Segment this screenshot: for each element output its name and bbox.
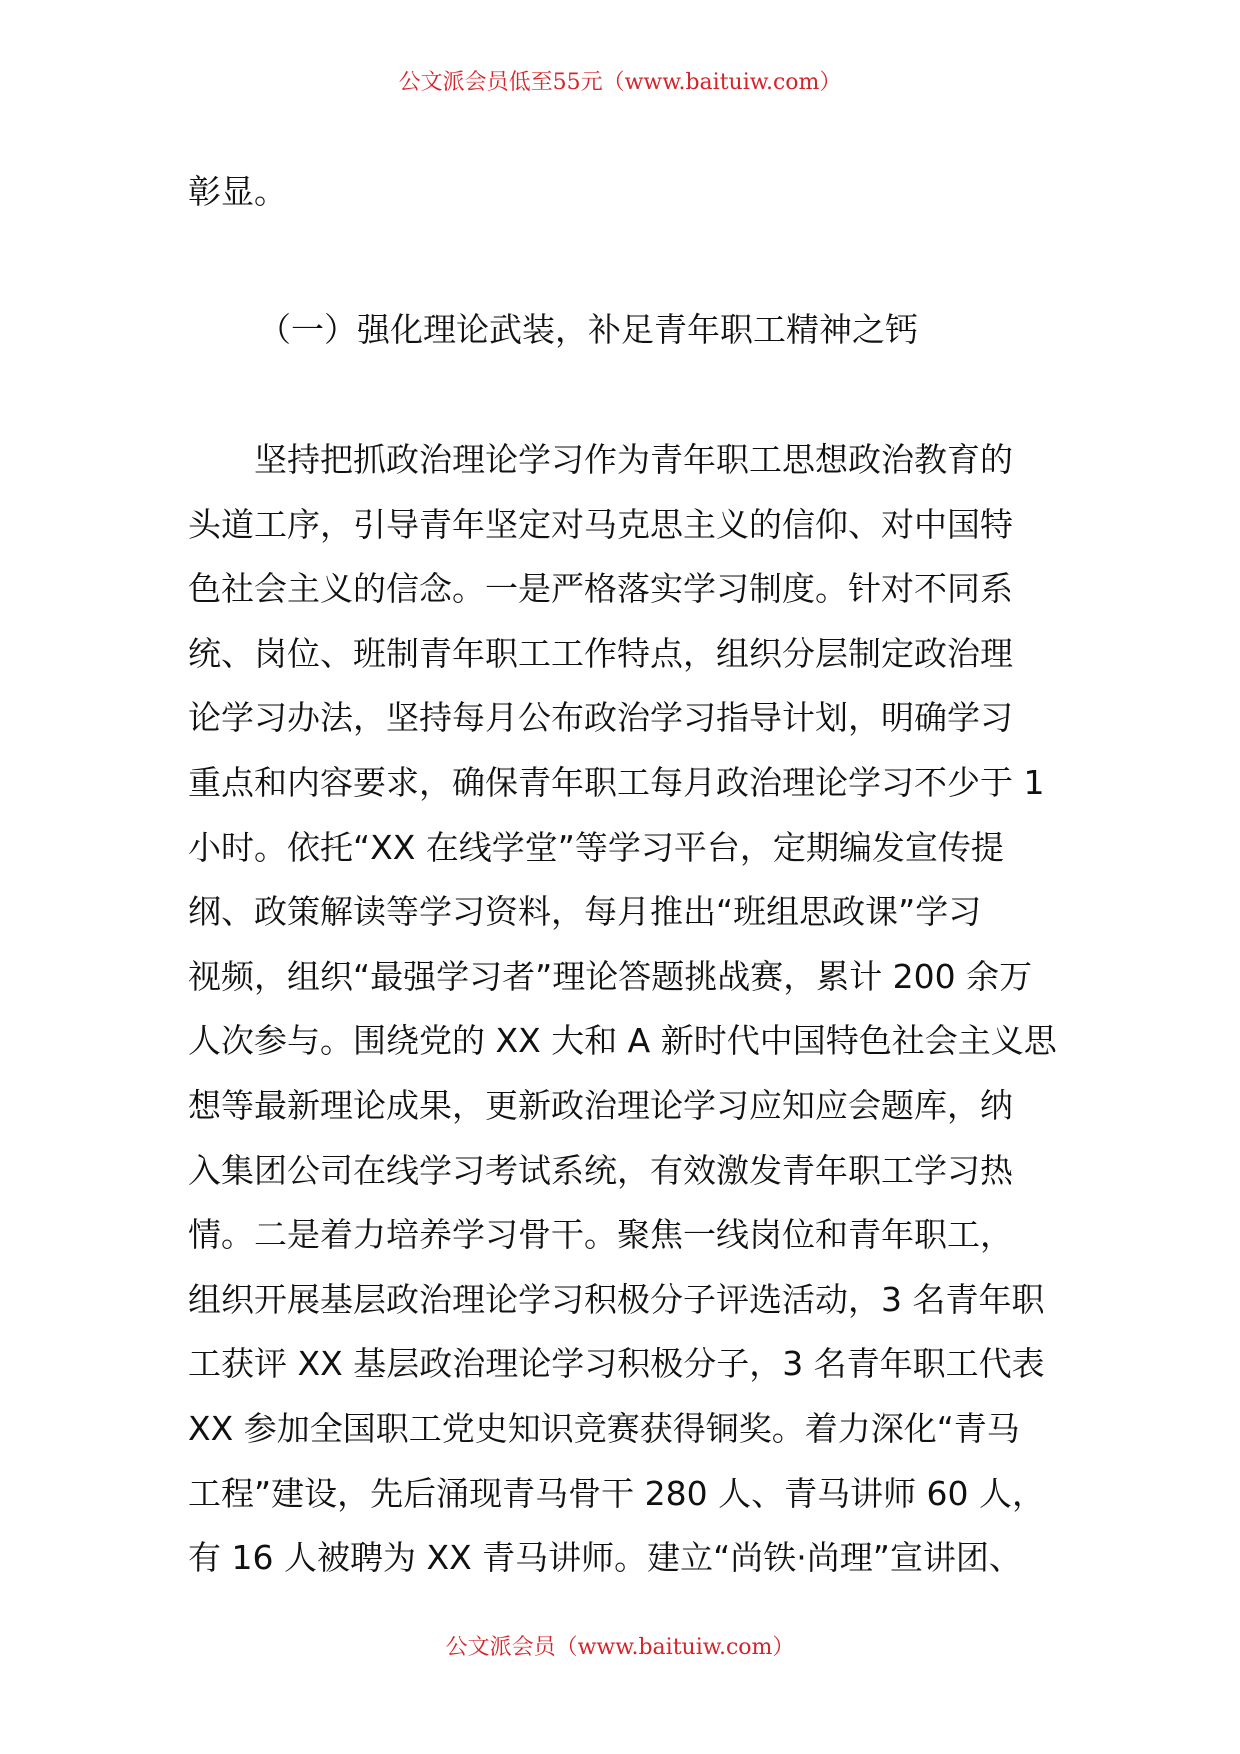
paragraph-line: 论学习办法，坚持每月公布政治学习指导计划，明确学习 [188,698,1013,738]
paragraph-line: 色社会主义的信念。一是严格落实学习制度。针对不同系 [188,569,1013,609]
paragraph-line: 小时。依托“XX 在线学堂”等学习平台，定期编发宣传提 [188,827,1004,867]
paragraph-line: 有 16 人被聘为 XX 青马讲师。建立“尚铁·尚理”宣讲团、 [188,1538,1022,1578]
paragraph-line: 想等最新理论成果，更新政治理论学习应知应会题库，纳 [188,1085,1013,1125]
main-paragraph [188,428,1068,1591]
paragraph-line: 情。二是着力培养学习骨干。聚焦一线岗位和青年职工， [188,1215,1013,1255]
paragraph-line: 人次参与。围绕党的 XX 大和 A 新时代中国特色社会主义思 [188,1021,1057,1061]
paragraph-line: 组织开展基层政治理论学习积极分子评选活动，3 名青年职 [188,1279,1045,1319]
paragraph-line: 视频，组织“最强学习者”理论答题挑战赛，累计 200 余万 [188,956,1033,996]
paragraph-line: 重点和内容要求，确保青年职工每月政治理论学习不少于 1 [188,762,1045,802]
paragraph-line: 工程”建设，先后涌现青马骨干 280 人、青马讲师 60 人， [188,1473,1046,1513]
paragraph-line: XX 参加全国职工党史知识竞赛获得铜奖。着力深化“青马 [188,1408,1020,1448]
paragraph-line: 统、岗位、班制青年职工工作特点，组织分层制定政治理 [188,633,1013,673]
header-watermark-text: 公文派会员低至55元（www.baituiw.com） [398,70,842,95]
footer-watermark-text: 公文派会员（www.baituiw.com） [445,1635,795,1660]
paragraph-line: 纲、政策解读等学习资料，每月推出“班组思政课”学习 [188,892,982,932]
paragraph-line: 工获评 XX 基层政治理论学习积极分子，3 名青年职工代表 [188,1344,1045,1384]
paragraph-line: 头道工序，引导青年坚定对马克思主义的信仰、对中国特 [188,504,1013,544]
opening-text: 彰显。 [188,172,287,211]
paragraph-line: 入集团公司在线学习考试系统，有效激发青年职工学习热 [188,1150,1013,1190]
paragraph-line: 坚持把抓政治理论学习作为青年职工思想政治教育的 [188,440,1013,479]
section-heading: （一）强化理论武装，补足青年职工精神之钙 [258,310,918,349]
